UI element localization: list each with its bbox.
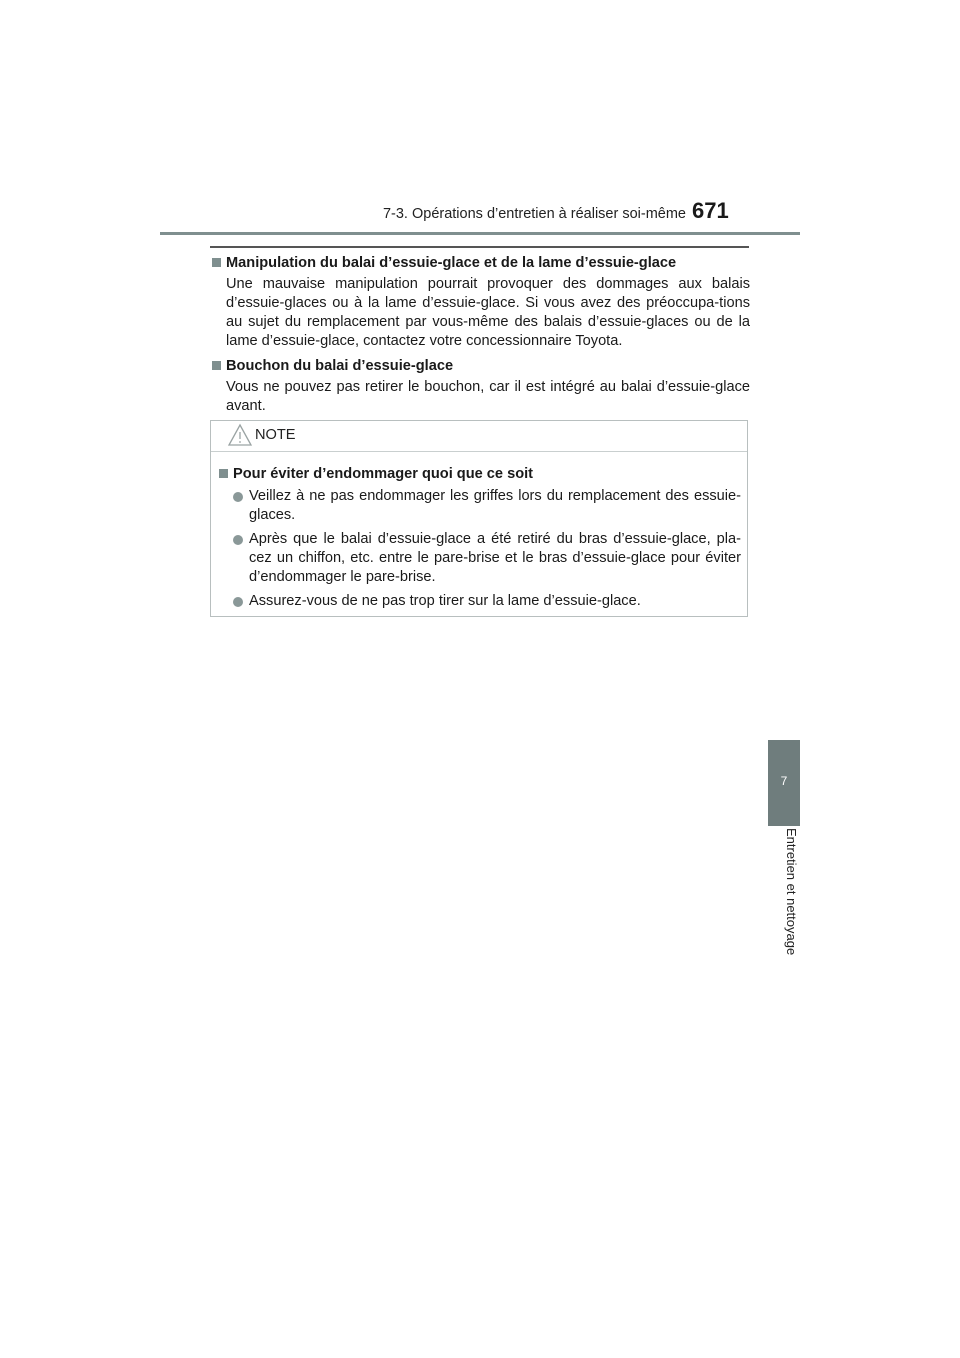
- chapter-tab: [768, 740, 800, 826]
- section-wiper-handling: [210, 254, 750, 351]
- note-box: [210, 420, 748, 617]
- square-bullet-icon: [212, 361, 221, 370]
- note-item-text: Assurez-vous de ne pas trop tirer sur la lame d’essuie-glace.: [249, 593, 641, 609]
- section-wiper-cap: [210, 357, 750, 416]
- section-body: Une mauvaise manipulation pourrait provoquer des dommages aux balais d’essuie-glaces ou à la lame d’essuie-glace. Si vous avez des préoccupa-tions au sujet du remplacement par vous-même des balais d’essuie-glaces ou de la lame d’essuie-glace, contactez votre concessionnaire Toyota.: [226, 276, 750, 349]
- note-item: [217, 530, 741, 587]
- chapter-title: Entretien et nettoyage: [784, 828, 799, 956]
- note-body: [211, 452, 747, 611]
- main-content: [210, 254, 750, 420]
- round-bullet-icon: [233, 597, 243, 607]
- note-item-text: Après que le balai d’essuie-glace a été retiré du bras d’essuie-glace, pla-cez un chiffon, etc. entre le pare-brise et le bras d’essuie-glace pour éviter d’endommager le pare-brise.: [249, 531, 741, 585]
- square-bullet-icon: [212, 258, 221, 267]
- section-heading: [210, 357, 750, 376]
- note-item: [217, 487, 741, 525]
- square-bullet-icon: [219, 469, 228, 478]
- section-heading-text: Manipulation du balai d’essuie-glace et de la lame d’essuie-glace: [226, 255, 677, 271]
- note-item-text: Veillez à ne pas endommager les griffes lors du remplacement des essuie-glaces.: [249, 488, 741, 523]
- note-label: NOTE: [255, 427, 296, 443]
- warning-triangle-icon: [227, 423, 253, 447]
- section-heading-text: Bouchon du balai d’essuie-glace: [226, 358, 454, 374]
- header-divider: [160, 232, 800, 235]
- note-heading-text: Pour éviter d’endommager quoi que ce soit: [233, 466, 534, 482]
- note-heading: [217, 465, 741, 484]
- content-divider: [210, 246, 749, 248]
- round-bullet-icon: [233, 535, 243, 545]
- page-number: 671: [692, 198, 729, 223]
- section-heading: [210, 254, 750, 273]
- chapter-number: 7: [780, 774, 788, 788]
- section-body: Vous ne pouvez pas retirer le bouchon, car il est intégré au balai d’essuie-glace avant.: [226, 379, 750, 414]
- note-item: [217, 592, 741, 611]
- section-title: 7-3. Opérations d’entretien à réaliser soi-même: [382, 206, 686, 222]
- note-header: [211, 421, 747, 452]
- round-bullet-icon: [233, 492, 243, 502]
